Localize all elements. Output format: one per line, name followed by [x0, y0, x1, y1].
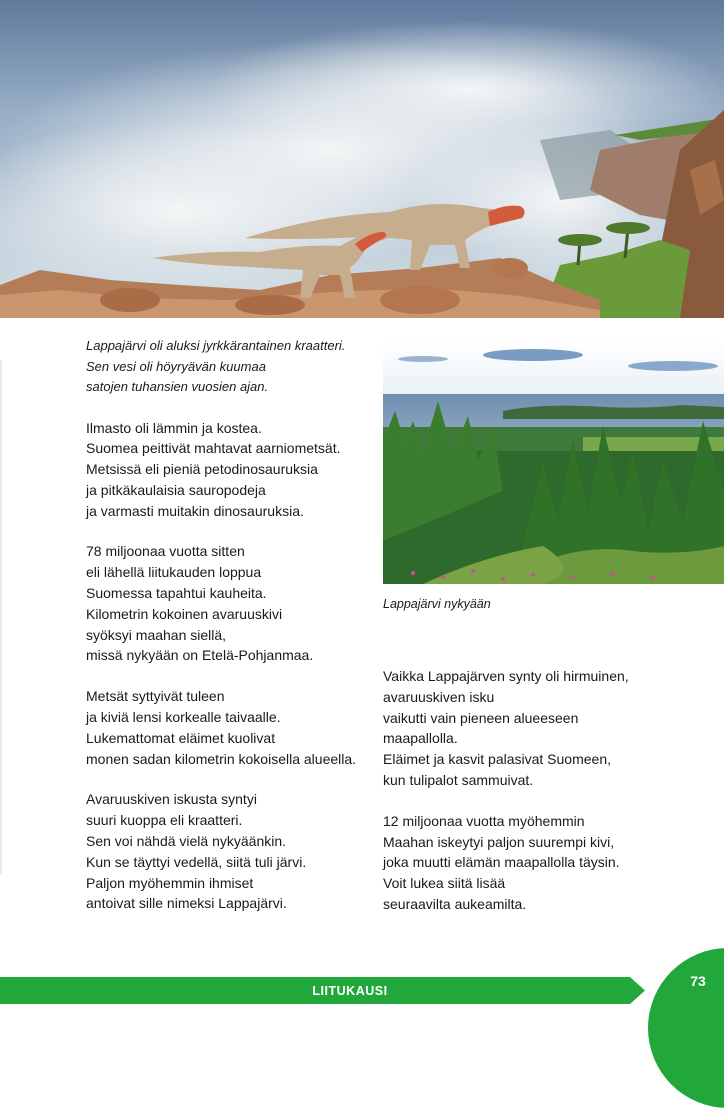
text-line: Maahan iskeytyi paljon suurempi kivi,: [383, 833, 615, 850]
text-line: joka muutti elämän maapallolla täysin.: [383, 854, 620, 871]
text-line: eli lähellä liitukauden loppua: [86, 564, 262, 581]
text-line: monen sadan kilometrin kokoisella alueella.: [86, 750, 357, 767]
text-line: ja kiviä lensi korkealle taivaalle.: [86, 709, 281, 726]
hero-illustration: [0, 0, 724, 318]
page-number: 73: [690, 973, 706, 989]
paragraph-recovery: [383, 666, 713, 791]
text-line: ja varmasti muitakin dinosauruksia.: [86, 502, 304, 519]
lake-photo: [383, 341, 724, 584]
text-line: Kilometrin kokoinen avaruuskivi: [86, 605, 283, 622]
text-line: 78 miljoonaa vuotta sitten: [86, 543, 245, 560]
text-line: Voit lukea siitä lisää: [383, 875, 506, 892]
text-line: seuraavilta aukeamilta.: [383, 895, 527, 912]
paragraph-impact: [86, 541, 376, 666]
text-line: Eläimet ja kasvit palasivat Suomeen,: [383, 751, 611, 768]
photo-caption: Lappajärvi nykyään: [383, 597, 491, 611]
dinosaur-landscape-image: [0, 0, 724, 318]
page-number-badge: [648, 948, 724, 1108]
text-line: Avaruuskiven iskusta syntyi: [86, 791, 257, 808]
paragraph-crater: [86, 789, 376, 914]
intro-caption: [86, 336, 376, 398]
paragraph-next-impact: [383, 811, 713, 915]
paragraph-fires: [86, 686, 376, 769]
text-line: Sen voi nähdä vielä nykyäänkin.: [86, 833, 287, 850]
text-line: maapallolla.: [383, 730, 458, 747]
right-text-column: [383, 666, 713, 935]
section-label: LIITUKAUSI: [312, 984, 388, 998]
text-line: kun tulipalot sammuivat.: [383, 771, 534, 788]
text-line: Ilmasto oli lämmin ja kostea.: [86, 419, 262, 436]
text-line: missä nykyään on Etelä-Pohjanmaa.: [86, 647, 314, 664]
page-edge-rule: [0, 360, 2, 875]
text-line: suuri kuoppa eli kraatteri.: [86, 812, 243, 829]
paragraph-climate: [86, 418, 376, 522]
text-line: Suomessa tapahtui kauheita.: [86, 585, 267, 602]
text-line: Metsät syttyivät tuleen: [86, 688, 225, 705]
text-line: ja pitkäkaulaisia sauropodeja: [86, 481, 266, 498]
intro-line: Sen vesi oli höyryävän kuumaa: [86, 358, 266, 374]
text-line: Kun se täyttyi vedellä, siitä tuli järvi.: [86, 853, 307, 870]
text-line: vaikutti vain pieneen alueeseen: [383, 709, 579, 726]
text-line: Vaikka Lappajärven synty oli hirmuinen,: [383, 668, 629, 684]
intro-line: Lappajärvi oli aluksi jyrkkärantainen kraatteri.: [86, 338, 346, 353]
text-line: syöksyi maahan siellä,: [86, 626, 227, 643]
text-line: avaruuskiven isku: [383, 688, 495, 705]
left-text-column: [86, 336, 376, 934]
text-line: Paljon myöhemmin ihmiset: [86, 874, 254, 891]
text-line: antoivat sille nimeksi Lappajärvi.: [86, 895, 287, 912]
intro-line: satojen tuhansien vuosien ajan.: [86, 379, 269, 394]
text-line: 12 miljoonaa vuotta myöhemmin: [383, 812, 585, 829]
lappajarvi-landscape-image: [383, 341, 724, 584]
text-line: Suomea peittivät mahtavat aarniometsät.: [86, 440, 341, 457]
text-line: Lukemattomat eläimet kuolivat: [86, 729, 276, 746]
text-line: Metsissä eli pieniä petodinosauruksia: [86, 461, 318, 478]
